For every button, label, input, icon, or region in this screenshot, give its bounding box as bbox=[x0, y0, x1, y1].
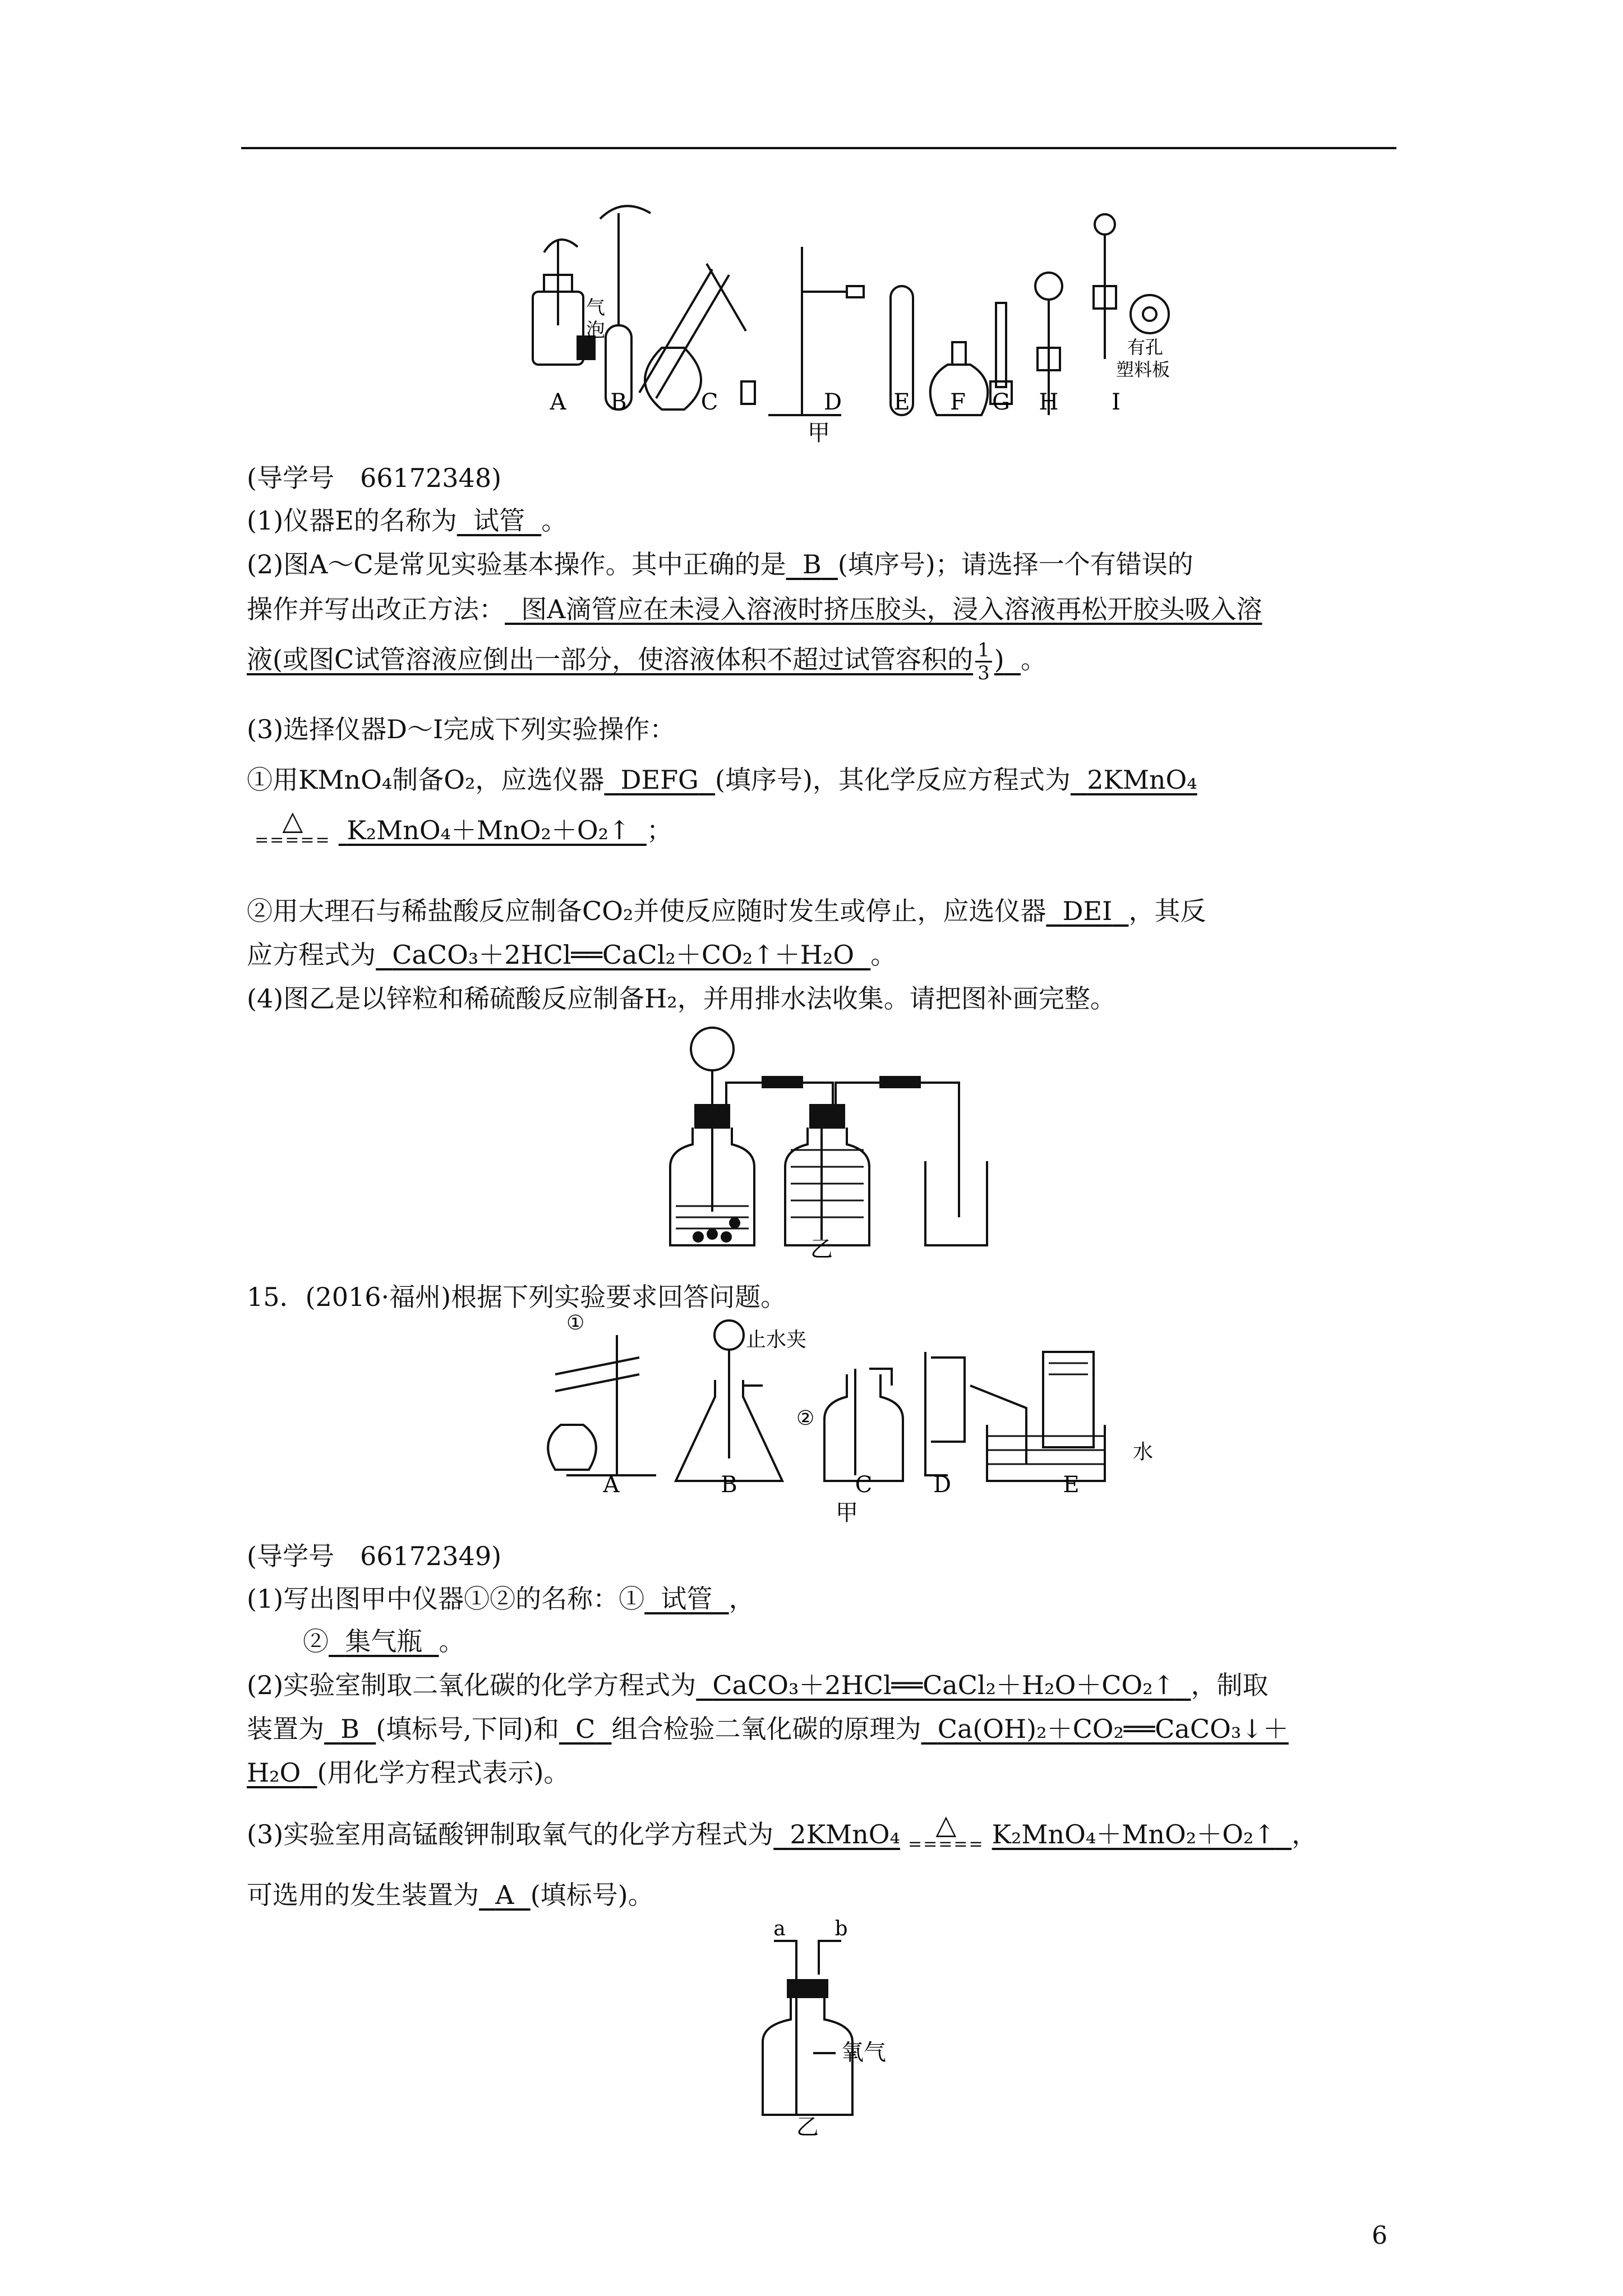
label-h: H bbox=[1039, 389, 1059, 415]
q15-p2: (2)实验室制取二氧化碳的化学方程式为 CaCO₃＋2HCl══CaCl₂＋H₂O＋CO₂↑ ，制取 bbox=[247, 1670, 1269, 1700]
fig3-label-b: B bbox=[721, 1472, 737, 1498]
q14-ref: (导学号 66172348) bbox=[247, 463, 502, 493]
q14-p2-line2: 操作并写出改正方法： 图A滴管应在未浸入溶液时挤压胶头，浸入溶液再松开胶头吸入溶 bbox=[247, 594, 1262, 624]
fig1-sub-label: 甲 bbox=[808, 420, 830, 446]
header-rule bbox=[241, 147, 1396, 149]
water-label: 水 bbox=[1133, 1441, 1154, 1464]
q15-p2c: H₂O (用化学方程式表示)。 bbox=[247, 1757, 570, 1788]
q14-p3: (3)选择仪器D～I完成下列实验操作： bbox=[247, 714, 676, 744]
q14-p1: (1)仪器E的名称为 试管 。 bbox=[247, 505, 568, 536]
fig1-labels bbox=[550, 389, 1121, 415]
label-a: A bbox=[550, 389, 566, 415]
label-f: F bbox=[950, 389, 966, 415]
label-c: C bbox=[700, 389, 718, 415]
label-d: D bbox=[823, 389, 842, 415]
figure-oxygen-bottle bbox=[751, 1917, 953, 2140]
circle-label-2: ② bbox=[796, 1407, 815, 1430]
q15-p1b: ② 集气瓶 。 bbox=[303, 1626, 465, 1657]
q15-p3b: 可选用的发生装置为 A (填标号)。 bbox=[247, 1880, 654, 1910]
port-b-label: b bbox=[834, 1917, 848, 1940]
figure-q15-apparatus bbox=[533, 1313, 1178, 1537]
q15-p1: (1)写出图甲中仪器①②的名称：① 试管 ， bbox=[247, 1584, 755, 1614]
svg-text:塑料板: 塑料板 bbox=[1116, 359, 1170, 380]
port-a-label: a bbox=[773, 1917, 786, 1940]
fig4-label: 乙 bbox=[796, 2114, 819, 2140]
label-b: B bbox=[610, 389, 627, 415]
q14-p3-1: ①用KMnO₄制备O₂，应选仪器 DEFG (填序号)，其化学反应方程式为 2KMnO₄ bbox=[247, 765, 1197, 795]
q14-p3-1b: △ ===== K₂MnO₄＋MnO₂＋O₂↑ ； bbox=[255, 805, 672, 850]
fig3-label-a: A bbox=[603, 1472, 620, 1498]
label-i: I bbox=[1112, 389, 1121, 415]
fig3-sub-label: 甲 bbox=[836, 1500, 858, 1526]
circle-label-1: ① bbox=[566, 1312, 585, 1335]
q15-p3: (3)实验室用高锰酸钾制取氧气的化学方程式为 2KMnO₄ △ ===== K₂MnO₄＋MnO₂＋O₂↑ ， bbox=[247, 1809, 1318, 1854]
figure-apparatus-a-to-i bbox=[522, 202, 1172, 449]
fig3-label-c: C bbox=[855, 1472, 873, 1498]
q15-ref: (导学号 66172349) bbox=[247, 1541, 502, 1571]
q15-title: 15．(2016·福州)根据下列实验要求回答问题。 bbox=[247, 1282, 787, 1312]
label-g: G bbox=[992, 389, 1010, 415]
oxygen-label: 氧气 bbox=[841, 2040, 886, 2065]
plate-label: 有孔 bbox=[1127, 337, 1164, 358]
q14-p3-2b: 应方程式为 CaCO₃＋2HCl══CaCl₂＋CO₂↑＋H₂O 。 bbox=[247, 940, 897, 970]
q14-p3-2: ②用大理石与稀盐酸反应制备CO₂并使反应随时发生或停止，应选仪器 DEI ，其反 bbox=[247, 896, 1206, 926]
page-number: 6 bbox=[1372, 2221, 1387, 2250]
q14-p4: (4)图乙是以锌粒和稀硫酸反应制备H₂，并用排水法收集。请把图补画完整。 bbox=[247, 983, 1116, 1014]
label-e: E bbox=[893, 389, 910, 415]
fig3-label-d: D bbox=[933, 1472, 952, 1498]
q14-p2-line3: 液(或图C试管溶液应倒出一部分，使溶液体积不超过试管容积的 $\frac{1}{3}$ ) 。 bbox=[247, 639, 1046, 684]
figure-hydrogen-apparatus bbox=[651, 1021, 1043, 1262]
clamp-label: 止水夹 bbox=[746, 1328, 807, 1351]
svg-text:泡: 泡 bbox=[586, 319, 605, 342]
bubble-label: 气 bbox=[586, 297, 605, 319]
fig3-label-e: E bbox=[1063, 1472, 1080, 1498]
q14-p2-line1: (2)图A～C是常见实验基本操作。其中正确的是 B (填序号)；请选择一个有错误的 bbox=[247, 549, 1193, 579]
q15-p2b: 装置为 B (填标号,下同)和 C 组合检验二氧化碳的原理为 Ca(OH)₂＋CO₂══CaCO₃↓＋ bbox=[247, 1714, 1289, 1744]
fig2-label: 乙 bbox=[810, 1236, 833, 1262]
